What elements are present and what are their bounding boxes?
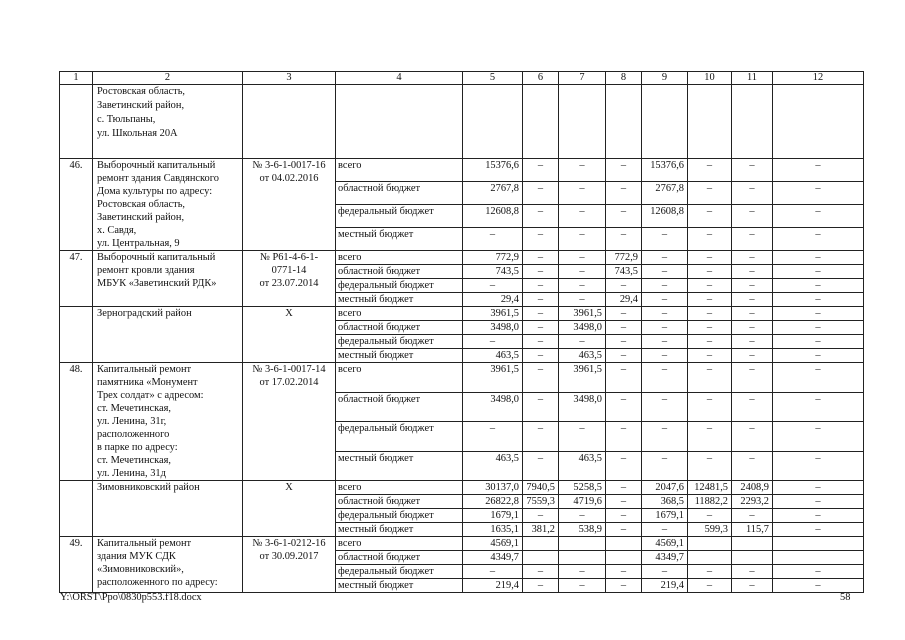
amount-cell [523, 551, 559, 565]
amount-cell: – [732, 451, 773, 481]
amount-cell: – [642, 251, 688, 265]
row-number: 49. [60, 537, 93, 593]
funding-source: местный бюджет [336, 293, 463, 307]
amount-cell: – [523, 451, 559, 481]
document-page [59, 71, 863, 593]
amount-cell: – [732, 422, 773, 452]
amount-cell: – [642, 321, 688, 335]
amount-cell: – [606, 523, 642, 537]
amount-cell: 7940,5 [523, 481, 559, 495]
amount-cell: – [732, 349, 773, 363]
column-number: 3 [243, 72, 336, 85]
amount-cell: – [559, 579, 606, 593]
amount-cell: 2047,6 [642, 481, 688, 495]
amount-cell [732, 551, 773, 565]
document-reference: № 3-6-1-0212-16 от 30.09.2017 [243, 537, 336, 593]
column-number: 7 [559, 72, 606, 85]
funding-source: местный бюджет [336, 228, 463, 251]
amount-cell: – [732, 228, 773, 251]
amount-cell: – [688, 205, 732, 228]
amount-cell: 1679,1 [463, 509, 523, 523]
amount-cell: – [523, 159, 559, 182]
amount-cell: – [642, 293, 688, 307]
amount-cell: – [642, 265, 688, 279]
amount-cell: – [523, 321, 559, 335]
amount-cell [773, 537, 864, 551]
amount-cell: – [559, 293, 606, 307]
amount-cell: 1679,1 [642, 509, 688, 523]
amount-cell: – [523, 579, 559, 593]
amount-cell: 4719,6 [559, 495, 606, 509]
object-name: Выборочный капитальный ремонт кровли здания МБУК «Заветинский РДК» [93, 251, 243, 307]
amount-cell: 2767,8 [463, 182, 523, 205]
funding-source: областной бюджет [336, 265, 463, 279]
amount-cell: – [523, 565, 559, 579]
amount-cell: – [688, 182, 732, 205]
amount-cell: – [523, 228, 559, 251]
funding-source: федеральный бюджет [336, 335, 463, 349]
amount-cell: 115,7 [732, 523, 773, 537]
amount-cell: 463,5 [463, 349, 523, 363]
amount-cell: – [559, 279, 606, 293]
amount-cell: – [773, 495, 864, 509]
amount-cell: – [688, 321, 732, 335]
amount-cell: – [606, 363, 642, 393]
amount-cell: – [606, 392, 642, 422]
document-reference: Х [243, 481, 336, 537]
amount-cell: 538,9 [559, 523, 606, 537]
amount-cell: – [463, 565, 523, 579]
amount-cell: – [523, 293, 559, 307]
amount-cell: – [642, 451, 688, 481]
amount-cell: – [688, 279, 732, 293]
amount-cell: 7559,3 [523, 495, 559, 509]
amount-cell: – [773, 321, 864, 335]
amount-cell: – [773, 579, 864, 593]
table-row [60, 159, 864, 182]
amount-cell: – [559, 159, 606, 182]
amount-cell: – [523, 363, 559, 393]
funding-source: местный бюджет [336, 349, 463, 363]
amount-cell: – [642, 422, 688, 452]
table-row [60, 85, 864, 159]
column-number: 1 [60, 72, 93, 85]
amount-cell: – [773, 293, 864, 307]
amount-cell: – [732, 509, 773, 523]
table-row [60, 537, 864, 551]
amount-cell: – [523, 335, 559, 349]
amount-cell: – [732, 251, 773, 265]
amount-cell: – [773, 307, 864, 321]
document-reference: № 3-6-1-0017-16 от 04.02.2016 [243, 159, 336, 251]
amount-cell: – [732, 392, 773, 422]
amount-cell: 743,5 [606, 265, 642, 279]
amount-cell: – [606, 509, 642, 523]
amount-cell: – [463, 228, 523, 251]
file-path-footer: Y:\ORST\Ppo\0830p553.f18.docx [60, 592, 202, 603]
amount-cell: 743,5 [463, 265, 523, 279]
amount-cell: 1635,1 [463, 523, 523, 537]
amount-cell [559, 551, 606, 565]
amount-cell: – [732, 159, 773, 182]
amount-cell: – [559, 228, 606, 251]
column-number-header [60, 72, 864, 85]
amount-cell [463, 85, 523, 159]
table-row [60, 307, 864, 321]
amount-cell: – [642, 279, 688, 293]
amount-cell: – [688, 293, 732, 307]
amount-cell: – [732, 321, 773, 335]
object-name: Выборочный капитальный ремонт здания Савдянского Дома культуры по адресу: Ростовская область, Заветинский район, х. Савдя, ул. Центральная, 9 [93, 159, 243, 251]
amount-cell: – [559, 265, 606, 279]
amount-cell: 2767,8 [642, 182, 688, 205]
table-row [60, 251, 864, 265]
column-number: 8 [606, 72, 642, 85]
amount-cell: 3498,0 [463, 392, 523, 422]
amount-cell: 30137,0 [463, 481, 523, 495]
funding-source [336, 85, 463, 159]
column-number: 6 [523, 72, 559, 85]
amount-cell: – [688, 392, 732, 422]
amount-cell: – [463, 335, 523, 349]
object-name: Капитальный ремонт памятника «Монумент Трех солдат» с адресом: ст. Мечетинская, ул. Ленина, 31г, расположенного в парке по адресу: ст. Мечетинская, ул. Ленина, 31д [93, 363, 243, 481]
amount-cell: – [606, 159, 642, 182]
amount-cell: 4569,1 [642, 537, 688, 551]
amount-cell [688, 551, 732, 565]
amount-cell [732, 85, 773, 159]
funding-source: областной бюджет [336, 321, 463, 335]
amount-cell: – [606, 228, 642, 251]
table-row [60, 363, 864, 393]
column-number: 12 [773, 72, 864, 85]
amount-cell: 3961,5 [463, 307, 523, 321]
funding-source: федеральный бюджет [336, 509, 463, 523]
amount-cell: – [559, 565, 606, 579]
funding-source: всего [336, 251, 463, 265]
funding-source: областной бюджет [336, 551, 463, 565]
amount-cell: – [523, 182, 559, 205]
amount-cell: 772,9 [606, 251, 642, 265]
amount-cell [606, 537, 642, 551]
amount-cell: – [688, 349, 732, 363]
amount-cell: – [642, 363, 688, 393]
funding-source: всего [336, 537, 463, 551]
row-number: 46. [60, 159, 93, 251]
amount-cell: – [559, 182, 606, 205]
funding-source: местный бюджет [336, 523, 463, 537]
amount-cell: – [732, 265, 773, 279]
amount-cell: 463,5 [559, 349, 606, 363]
amount-cell: – [732, 335, 773, 349]
column-number: 11 [732, 72, 773, 85]
amount-cell: – [606, 279, 642, 293]
amount-cell: 12481,5 [688, 481, 732, 495]
amount-cell: – [523, 265, 559, 279]
amount-cell: – [732, 565, 773, 579]
amount-cell: – [773, 228, 864, 251]
row-number [60, 307, 93, 363]
funding-source: федеральный бюджет [336, 422, 463, 452]
amount-cell: – [559, 422, 606, 452]
amount-cell: – [732, 293, 773, 307]
amount-cell: 3961,5 [559, 363, 606, 393]
amount-cell: – [688, 265, 732, 279]
funding-source: всего [336, 307, 463, 321]
amount-cell: – [642, 565, 688, 579]
table-body [60, 85, 864, 593]
amount-cell: – [523, 251, 559, 265]
column-number: 5 [463, 72, 523, 85]
amount-cell: – [606, 335, 642, 349]
amount-cell: 3961,5 [559, 307, 606, 321]
amount-cell: – [523, 279, 559, 293]
amount-cell: 368,5 [642, 495, 688, 509]
amount-cell: 2293,2 [732, 495, 773, 509]
funding-source: местный бюджет [336, 451, 463, 481]
amount-cell: 3498,0 [463, 321, 523, 335]
amount-cell: 3498,0 [559, 392, 606, 422]
amount-cell: – [773, 182, 864, 205]
amount-cell: – [773, 392, 864, 422]
amount-cell: – [523, 392, 559, 422]
amount-cell: – [773, 265, 864, 279]
amount-cell: 463,5 [559, 451, 606, 481]
amount-cell: – [523, 509, 559, 523]
amount-cell: – [523, 307, 559, 321]
amount-cell: – [773, 159, 864, 182]
header-row [60, 72, 864, 85]
amount-cell: 381,2 [523, 523, 559, 537]
amount-cell: 29,4 [606, 293, 642, 307]
amount-cell [606, 551, 642, 565]
page-number: 58 [840, 592, 851, 603]
amount-cell: – [606, 481, 642, 495]
amount-cell: 11882,2 [688, 495, 732, 509]
amount-cell: – [463, 279, 523, 293]
row-number: 47. [60, 251, 93, 307]
amount-cell: – [732, 205, 773, 228]
amount-cell: – [606, 182, 642, 205]
amount-cell: 599,3 [688, 523, 732, 537]
amount-cell: – [523, 349, 559, 363]
amount-cell: – [606, 565, 642, 579]
amount-cell: – [642, 335, 688, 349]
funding-source: всего [336, 159, 463, 182]
amount-cell: 219,4 [642, 579, 688, 593]
object-name: Ростовская область, Заветинский район, с. Тюльпаны, ул. Школьная 20А [93, 85, 243, 159]
amount-cell: – [773, 349, 864, 363]
amount-cell: 15376,6 [642, 159, 688, 182]
amount-cell [688, 537, 732, 551]
amount-cell: – [688, 307, 732, 321]
amount-cell: – [642, 228, 688, 251]
amount-cell: – [559, 335, 606, 349]
amount-cell: – [773, 422, 864, 452]
amount-cell: 29,4 [463, 293, 523, 307]
document-reference: Х [243, 307, 336, 363]
amount-cell: 772,9 [463, 251, 523, 265]
amount-cell: – [688, 251, 732, 265]
amount-cell [773, 551, 864, 565]
amount-cell: – [732, 182, 773, 205]
amount-cell: 4349,7 [463, 551, 523, 565]
amount-cell: – [688, 159, 732, 182]
amount-cell: – [773, 279, 864, 293]
amount-cell: – [523, 205, 559, 228]
amount-cell [523, 537, 559, 551]
amount-cell [523, 85, 559, 159]
amount-cell: – [732, 579, 773, 593]
column-number: 10 [688, 72, 732, 85]
amount-cell: – [773, 565, 864, 579]
amount-cell: – [732, 363, 773, 393]
amount-cell: 3498,0 [559, 321, 606, 335]
amount-cell: – [688, 579, 732, 593]
document-reference [243, 85, 336, 159]
budget-table [59, 71, 864, 593]
row-number: 48. [60, 363, 93, 481]
funding-source: федеральный бюджет [336, 205, 463, 228]
amount-cell: – [463, 422, 523, 452]
amount-cell: 15376,6 [463, 159, 523, 182]
amount-cell: – [688, 335, 732, 349]
table-row [60, 481, 864, 495]
amount-cell: – [642, 349, 688, 363]
amount-cell: – [606, 451, 642, 481]
amount-cell: – [559, 509, 606, 523]
row-number [60, 85, 93, 159]
document-reference: № 3-6-1-0017-14 от 17.02.2014 [243, 363, 336, 481]
amount-cell: – [732, 279, 773, 293]
amount-cell: – [773, 335, 864, 349]
amount-cell [688, 85, 732, 159]
amount-cell: – [773, 363, 864, 393]
amount-cell: 4569,1 [463, 537, 523, 551]
amount-cell: – [642, 392, 688, 422]
amount-cell [559, 85, 606, 159]
amount-cell: – [606, 307, 642, 321]
funding-source: областной бюджет [336, 392, 463, 422]
amount-cell: – [606, 579, 642, 593]
amount-cell: 12608,8 [463, 205, 523, 228]
amount-cell: – [642, 307, 688, 321]
funding-source: всего [336, 363, 463, 393]
amount-cell: – [606, 422, 642, 452]
funding-source: областной бюджет [336, 182, 463, 205]
object-name: Зерноградский район [93, 307, 243, 363]
amount-cell: 4349,7 [642, 551, 688, 565]
amount-cell: – [559, 251, 606, 265]
amount-cell [606, 85, 642, 159]
object-name: Зимовниковский район [93, 481, 243, 537]
amount-cell: – [606, 321, 642, 335]
amount-cell: – [606, 205, 642, 228]
funding-source: федеральный бюджет [336, 279, 463, 293]
amount-cell: – [773, 509, 864, 523]
object-name: Капитальный ремонт здания МУК СДК «Зимовниковский», расположенного по адресу: [93, 537, 243, 593]
amount-cell: – [523, 422, 559, 452]
amount-cell: – [732, 307, 773, 321]
amount-cell: – [688, 363, 732, 393]
funding-source: федеральный бюджет [336, 565, 463, 579]
column-number: 4 [336, 72, 463, 85]
column-number: 9 [642, 72, 688, 85]
amount-cell: 3961,5 [463, 363, 523, 393]
amount-cell [559, 537, 606, 551]
amount-cell: – [773, 205, 864, 228]
amount-cell: – [688, 565, 732, 579]
amount-cell: – [773, 251, 864, 265]
amount-cell: 2408,9 [732, 481, 773, 495]
amount-cell: 219,4 [463, 579, 523, 593]
amount-cell: – [606, 349, 642, 363]
document-reference: № Р61-4-6-1- 0771-14 от 23.07.2014 [243, 251, 336, 307]
amount-cell: – [773, 481, 864, 495]
amount-cell: 5258,5 [559, 481, 606, 495]
amount-cell: 12608,8 [642, 205, 688, 228]
amount-cell: – [688, 422, 732, 452]
amount-cell: – [688, 509, 732, 523]
amount-cell: – [773, 451, 864, 481]
amount-cell: – [642, 523, 688, 537]
row-number [60, 481, 93, 537]
funding-source: местный бюджет [336, 579, 463, 593]
amount-cell: – [559, 205, 606, 228]
amount-cell: – [688, 451, 732, 481]
amount-cell [773, 85, 864, 159]
amount-cell: – [688, 228, 732, 251]
amount-cell: – [606, 495, 642, 509]
amount-cell [732, 537, 773, 551]
amount-cell [642, 85, 688, 159]
amount-cell: 26822,8 [463, 495, 523, 509]
funding-source: всего [336, 481, 463, 495]
amount-cell: 463,5 [463, 451, 523, 481]
funding-source: областной бюджет [336, 495, 463, 509]
column-number: 2 [93, 72, 243, 85]
amount-cell: – [773, 523, 864, 537]
